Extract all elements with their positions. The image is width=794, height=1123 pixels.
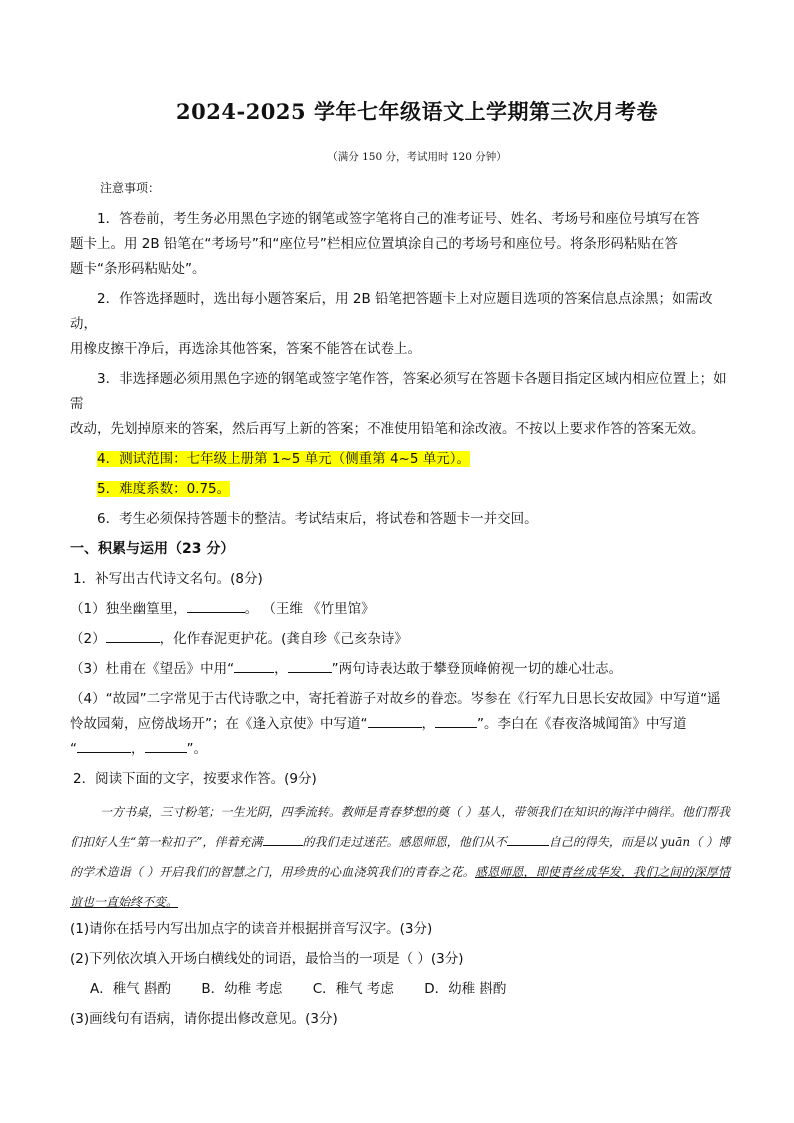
notice-item-6: 6．考生必须保持答题卡的整洁。考试结束后，将试卷和答题卡一并交回。 [97,511,538,527]
passage-underlined-sentence: 感恩师恩，即使青丝成华发，我们之间的深厚情谊也一直始终不变。 [70,865,730,909]
exam-title: 2024-2025 学年七年级语文上学期第三次月考卷 [176,99,658,124]
notice-heading: 注意事项： [100,181,161,195]
q1-p3-text-b: ， [274,661,288,677]
choice-b: B．幼稚 考虑 [201,981,283,997]
question-2-sub-1: (1)请你在括号内写出加点字的读音并根据拼音写汉字。(3分) [70,921,433,937]
notice-item-3-line-1: 3．非选择题必须用黑色字迹的钢笔或签字笔作答，答案必须写在答题卡各题目指定区域内相应位置上；如需 [70,371,727,412]
notice-item-2-line-2: 用橡皮擦干净后，再选涂其他答案，答案不能答在试卷上。 [70,341,421,357]
answer-blank [288,658,332,673]
notice-item-2-line-1: 2．作答选择题时，选出每小题答案后，用 2B 铅笔把答题卡上对应题目选项的答案信息点涂黑；如需改动， [70,291,713,332]
answer-blank [106,628,160,643]
q1-p4-line-2a: 怜故园菊，应傍战场开”；在《逢入京使》中写道“ [70,716,368,732]
q1-p3-text-c: ”两句诗表达敢于攀登顶峰俯视一切的雄心壮志。 [331,661,623,677]
choice-c: C．稚气 考虑 [312,981,394,997]
notice-item-3 [70,367,730,442]
notice-item-4-highlight: 4．测试范围：七年级上册第 1~5 单元（侧重第 4~5 单元）。 [97,451,470,467]
notice-item-5 [70,477,730,502]
question-2-stem: 2．阅读下面的文字，按要求作答。(9分) [73,771,317,787]
q1-p4-line-2c: ”。李白在《春夜洛城闻笛》中写道 [477,716,687,732]
q1-p4-line-3a: “ [70,741,77,757]
answer-blank [145,738,187,753]
notice-item-1-line-3: 题卡“条形码粘贴处”。 [70,261,206,277]
q1-p2-text-a: （2） [70,631,106,647]
question-1-part-3 [70,657,730,682]
answer-blank [77,738,131,753]
answer-blank [368,713,422,728]
q1-p4-line-3b: ， [131,741,145,757]
answer-blank [263,831,303,846]
q1-p4-line-1: （4）“故园”二字常见于古代诗歌之中，寄托着游子对故乡的眷恋。岑参在《行军九日思长安故园》中写道“遥 [70,691,721,707]
notice-item-2 [70,287,730,362]
q1-p1-text-a: （1）独坐幽篁里， [70,601,187,617]
question-2-sub-3: (3)画线句有语病，请你提出修改意见。(3分) [70,1011,338,1027]
choice-d: D．幼稚 斟酌 [424,981,507,997]
question-1-part-4 [70,687,730,762]
choice-a: A．稚气 斟酌 [90,981,172,997]
question-1-part-1 [70,597,730,622]
notice-item-3-line-2: 改动，先划掉原来的答案，然后再写上新的答案；不准使用铅笔和涂改液。不按以上要求作答的答案无效。 [70,421,705,437]
passage-text-c: 自己的得失，而是以 yuān（ ）博的学术造诣（ ）开启我们的智慧之门，用珍贵的心血浇筑我们的青春之花。 [70,835,730,879]
notice-item-4 [70,447,730,472]
q1-p4-line-2b: ， [421,716,435,732]
q1-p3-text-a: （3）杜甫在《望岳》中用“ [70,661,235,677]
question-2-sub-2: (2)下列依次填入开场白横线处的词语，最恰当的一项是（ ）(3分) [70,951,464,967]
passage-text-b: 的我们走过迷茫。感恩师恩，他们从不 [302,835,507,849]
answer-blank [187,598,245,613]
notice-item-1 [70,207,730,282]
answer-blank [507,831,549,846]
notice-item-1-line-2: 题卡上。用 2B 铅笔在“考场号”和“座位号”栏相应位置填涂自己的考场号和座位号。将条形码粘贴在答 [70,236,678,252]
exam-subtitle: （满分 150 分，考试用时 120 分钟） [327,151,507,163]
notice-item-1-line-1: 1．答卷前，考生务必用黑色字迹的钢笔或签字笔将自己的准考证号、姓名、考场号和座位号填写在答 [97,211,700,227]
exam-content [70,176,730,1037]
question-2-choices [70,977,730,1002]
question-1-part-2 [70,627,730,652]
answer-blank [435,713,477,728]
q1-p2-text-b: ，化作春泥更护花。(龚自珍《己亥杂诗》 [159,631,408,647]
question-1-stem: 1．补写出古代诗文名句。(8分) [73,571,263,587]
question-2-passage [70,797,730,917]
notice-item-5-highlight: 5．难度系数：0.75。 [97,481,231,497]
section-1-title: 一、积累与运用（23 分） [70,541,235,557]
passage-text-a: 一方书桌，三寸粉笔；一生光阴，四季流转。教师是青春梦想的奠（ ）基人，带领我们在知识的海洋中徜徉。他们帮我们扣好人生“第一粒扣子”，伴着充满 [70,805,730,849]
q1-p1-text-b: 。 （王维 《竹里馆》 [244,601,375,617]
q1-p4-line-3c: ”。 [186,741,207,757]
answer-blank [234,658,274,673]
